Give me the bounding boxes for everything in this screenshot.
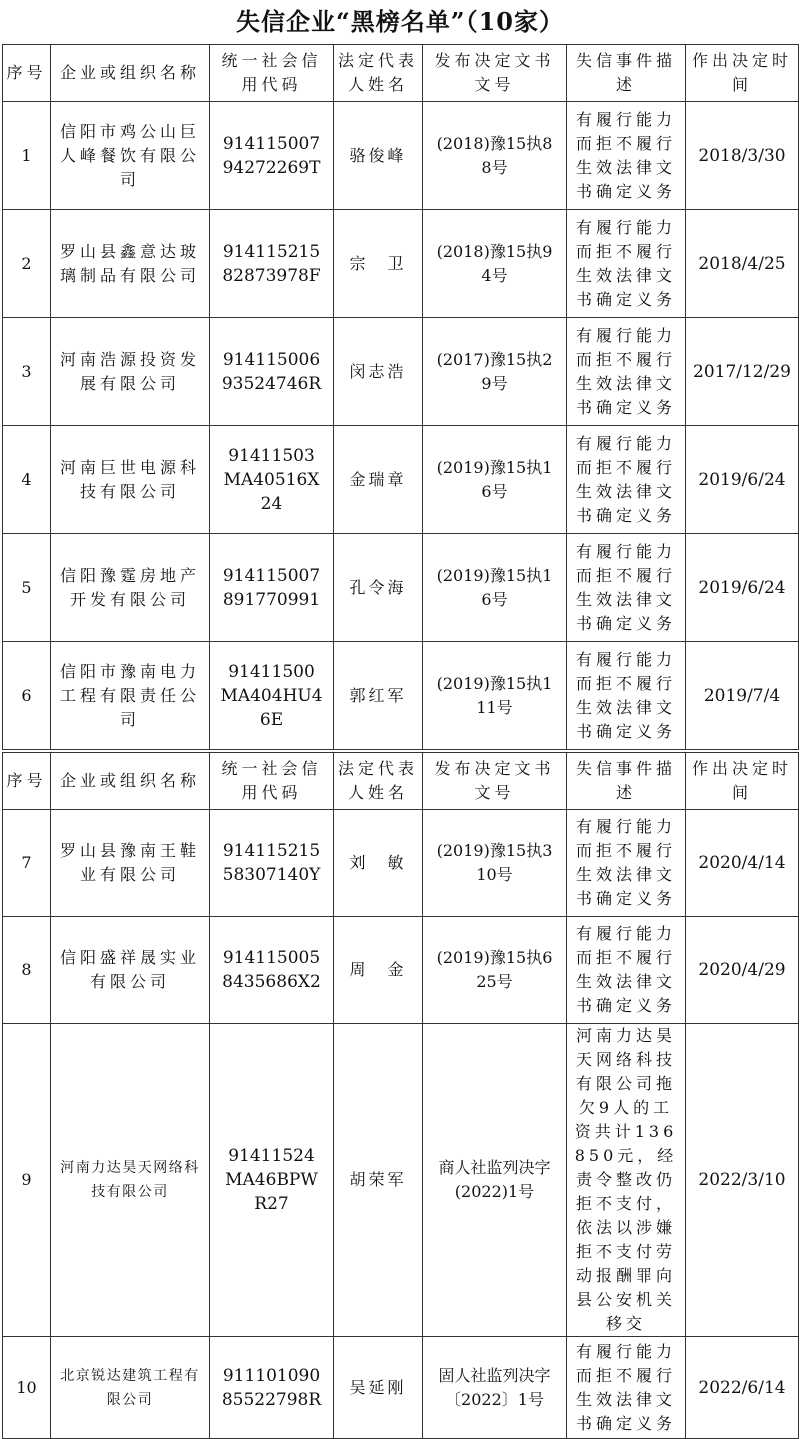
cell-code: 91411521558307140Y	[210, 810, 334, 917]
cell-person: 孔令海	[334, 534, 423, 642]
cell-person: 周 金	[334, 917, 423, 1024]
cell-date: 2020/4/14	[686, 810, 799, 917]
table-row	[3, 318, 799, 426]
cell-code: 914115007891770991	[210, 534, 334, 642]
cell-desc: 有履行能力而拒不履行生效法律文书确定义务	[567, 1337, 686, 1439]
cell-date: 2018/3/30	[686, 102, 799, 210]
cell-no: 3	[3, 318, 51, 426]
table-row	[3, 1024, 799, 1337]
cell-doc: 固人社监列决字〔2022〕1号	[423, 1337, 567, 1439]
table-row	[3, 810, 799, 917]
cell-date: 2019/7/4	[686, 642, 799, 750]
header-desc: 失信事件描述	[567, 45, 686, 102]
cell-no: 6	[3, 642, 51, 750]
cell-name: 河南力达昊天网络科技有限公司	[51, 1024, 210, 1337]
cell-no: 8	[3, 917, 51, 1024]
table-header-row	[3, 45, 799, 102]
cell-date: 2018/4/25	[686, 210, 799, 318]
cell-date: 2019/6/24	[686, 534, 799, 642]
cell-name: 信阳市鸡公山巨人峰餐饮有限公司	[51, 102, 210, 210]
cell-doc: (2019)豫15执625号	[423, 917, 567, 1024]
blacklist-table-part-1	[2, 44, 799, 750]
cell-code: 91411524MA46BPWR27	[210, 1024, 334, 1337]
cell-person: 郭红军	[334, 642, 423, 750]
cell-desc: 有履行能力而拒不履行生效法律文书确定义务	[567, 534, 686, 642]
header-no: 序号	[3, 753, 51, 810]
header-date: 作出决定时间	[686, 753, 799, 810]
cell-name: 罗山县鑫意达玻璃制品有限公司	[51, 210, 210, 318]
cell-doc: 商人社监列决字(2022)1号	[423, 1024, 567, 1337]
cell-person: 吴延刚	[334, 1337, 423, 1439]
cell-no: 9	[3, 1024, 51, 1337]
page-title: 失信企业“黑榜名单”（10家）	[235, 7, 564, 36]
table-row	[3, 1337, 799, 1439]
cell-desc: 有履行能力而拒不履行生效法律文书确定义务	[567, 210, 686, 318]
cell-doc: (2019)豫15执310号	[423, 810, 567, 917]
cell-no: 4	[3, 426, 51, 534]
table-row	[3, 210, 799, 318]
cell-desc: 有履行能力而拒不履行生效法律文书确定义务	[567, 102, 686, 210]
cell-date: 2019/6/24	[686, 426, 799, 534]
header-code: 统一社会信用代码	[210, 753, 334, 810]
cell-doc: (2019)豫15执16号	[423, 426, 567, 534]
table-row	[3, 917, 799, 1024]
cell-name: 信阳市豫南电力工程有限责任公司	[51, 642, 210, 750]
cell-name: 罗山县豫南王鞋业有限公司	[51, 810, 210, 917]
header-doc: 发布决定文书文号	[423, 45, 567, 102]
header-date: 作出决定时间	[686, 45, 799, 102]
cell-desc: 有履行能力而拒不履行生效法律文书确定义务	[567, 318, 686, 426]
cell-date: 2022/3/10	[686, 1024, 799, 1337]
cell-no: 1	[3, 102, 51, 210]
cell-date: 2022/6/14	[686, 1337, 799, 1439]
cell-person: 胡荣军	[334, 1024, 423, 1337]
cell-person: 宗 卫	[334, 210, 423, 318]
cell-person: 骆俊峰	[334, 102, 423, 210]
cell-no: 5	[3, 534, 51, 642]
cell-desc: 有履行能力而拒不履行生效法律文书确定义务	[567, 642, 686, 750]
cell-name: 河南浩源投资发展有限公司	[51, 318, 210, 426]
cell-doc: (2019)豫15执16号	[423, 534, 567, 642]
cell-name: 河南巨世电源科技有限公司	[51, 426, 210, 534]
table-row	[3, 426, 799, 534]
cell-doc: (2018)豫15执94号	[423, 210, 567, 318]
table-row	[3, 102, 799, 210]
cell-desc: 有履行能力而拒不履行生效法律文书确定义务	[567, 426, 686, 534]
blacklist-table-part-2	[2, 752, 799, 1439]
header-desc: 失信事件描述	[567, 753, 686, 810]
cell-date: 2017/12/29	[686, 318, 799, 426]
table-row	[3, 642, 799, 750]
cell-name: 北京锐达建筑工程有限公司	[51, 1337, 210, 1439]
cell-no: 7	[3, 810, 51, 917]
cell-desc: 河南力达昊天网络科技有限公司拖欠9人的工资共计136850元，经责令整改仍拒不支付，依法以涉嫌拒不支付劳动报酬罪向县公安机关移交	[567, 1024, 686, 1337]
cell-desc: 有履行能力而拒不履行生效法律文书确定义务	[567, 917, 686, 1024]
cell-code: 91411500MA404HU46E	[210, 642, 334, 750]
cell-code: 91411500693524746R	[210, 318, 334, 426]
cell-no: 2	[3, 210, 51, 318]
cell-doc: (2018)豫15执88号	[423, 102, 567, 210]
table-row	[3, 534, 799, 642]
header-name: 企业或组织名称	[51, 753, 210, 810]
cell-date: 2020/4/29	[686, 917, 799, 1024]
cell-doc: (2019)豫15执111号	[423, 642, 567, 750]
header-name: 企业或组织名称	[51, 45, 210, 102]
table-header-row	[3, 753, 799, 810]
cell-name: 信阳豫霆房地产开发有限公司	[51, 534, 210, 642]
cell-person: 闵志浩	[334, 318, 423, 426]
cell-doc: (2017)豫15执29号	[423, 318, 567, 426]
cell-code: 91411521582873978F	[210, 210, 334, 318]
cell-person: 金瑞章	[334, 426, 423, 534]
header-person: 法定代表人姓名	[334, 753, 423, 810]
cell-code: 91110109085522798R	[210, 1337, 334, 1439]
header-code: 统一社会信用代码	[210, 45, 334, 102]
cell-name: 信阳盛祥晟实业有限公司	[51, 917, 210, 1024]
cell-no: 10	[3, 1337, 51, 1439]
cell-desc: 有履行能力而拒不履行生效法律文书确定义务	[567, 810, 686, 917]
header-doc: 发布决定文书文号	[423, 753, 567, 810]
header-person: 法定代表人姓名	[334, 45, 423, 102]
cell-code: 91411500794272269T	[210, 102, 334, 210]
cell-code: 9141150058435686X2	[210, 917, 334, 1024]
cell-code: 91411503MA40516X24	[210, 426, 334, 534]
cell-person: 刘 敏	[334, 810, 423, 917]
header-no: 序号	[3, 45, 51, 102]
